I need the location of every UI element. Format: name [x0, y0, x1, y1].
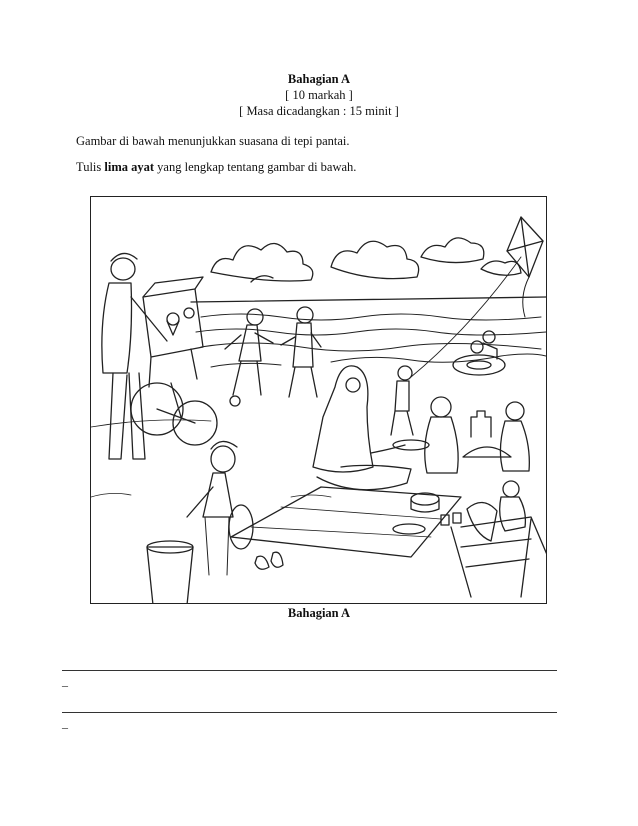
- beach-chair: [451, 481, 547, 597]
- mat-and-food: [231, 487, 461, 557]
- instruction-emphasis: lima ayat: [104, 160, 155, 174]
- people-playing-ball: [225, 307, 321, 406]
- children-sandcastle: [391, 366, 529, 473]
- time-label: [ Masa dicadangkan : 15 minit ]: [239, 104, 399, 118]
- beach-scene-picture: [90, 196, 547, 604]
- clouds: [211, 238, 521, 282]
- marks-label: [ 10 markah ]: [285, 88, 353, 102]
- section-title: Bahagian A: [287, 72, 351, 86]
- instruction-line-1: Gambar di bawah menunjukkan suasana di tepi pantai.: [76, 134, 350, 148]
- instruction-suffix: yang lengkap tentang gambar di bawah.: [154, 160, 357, 174]
- answer-line-end-mark: –: [62, 720, 68, 734]
- picture-caption: Bahagian A: [287, 606, 351, 620]
- answer-line[interactable]: [62, 712, 557, 713]
- instruction-line-2: [76, 160, 356, 175]
- children-swimming-ring: [453, 331, 505, 375]
- instruction-prefix: Tulis: [76, 160, 105, 174]
- answer-line-end-mark: –: [62, 678, 68, 692]
- answer-line[interactable]: [62, 670, 557, 671]
- girl-with-bucket: [147, 441, 283, 604]
- vendor-with-bicycle: [102, 253, 217, 459]
